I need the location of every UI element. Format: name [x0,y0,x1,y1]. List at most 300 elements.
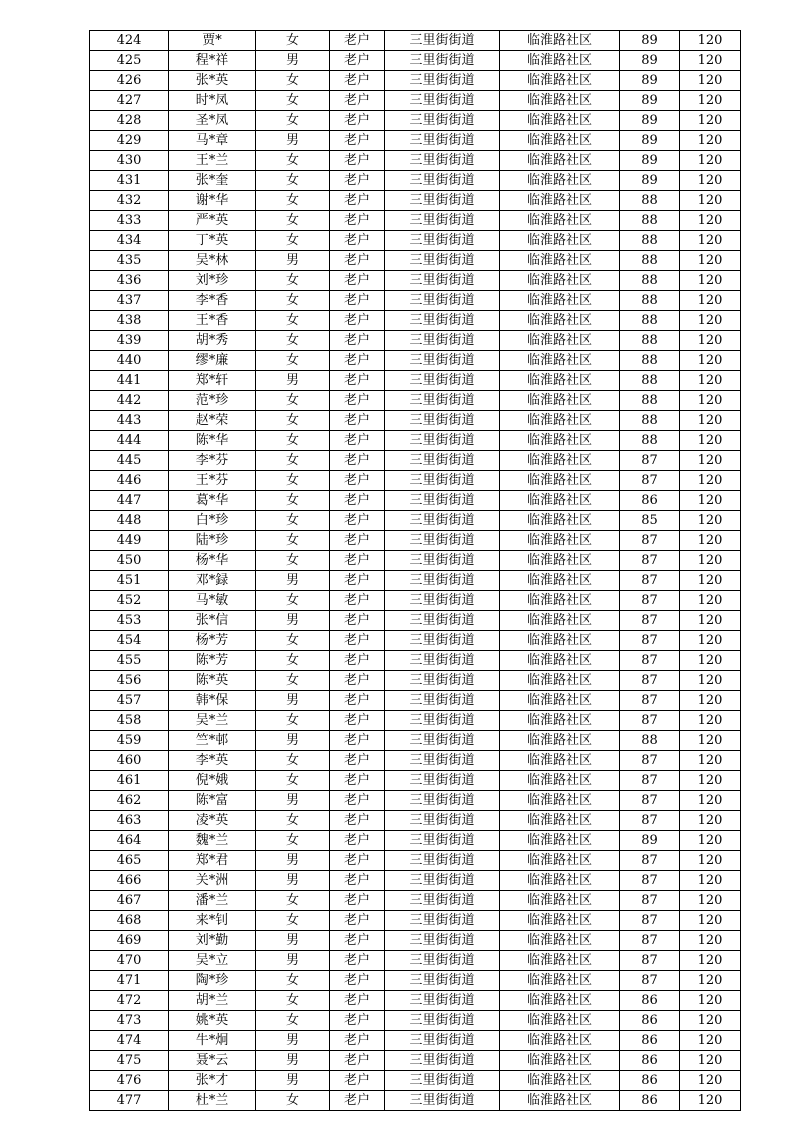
community-cell: 临淮路社区 [500,971,620,991]
household-type-cell: 老户 [330,971,385,991]
gender-cell: 男 [256,1051,330,1071]
community-cell: 临淮路社区 [500,51,620,71]
age-cell: 87 [620,791,680,811]
household-type-cell: 老户 [330,251,385,271]
household-type-cell: 老户 [330,231,385,251]
name-cell: 潘*兰 [169,891,256,911]
community-cell: 临淮路社区 [500,871,620,891]
household-type-cell: 老户 [330,671,385,691]
serial-number-cell: 459 [90,731,169,751]
gender-cell: 男 [256,371,330,391]
age-cell: 88 [620,311,680,331]
serial-number-cell: 466 [90,871,169,891]
household-type-cell: 老户 [330,151,385,171]
name-cell: 胡*秀 [169,331,256,351]
age-cell: 88 [620,411,680,431]
name-cell: 郑*轩 [169,371,256,391]
serial-number-cell: 433 [90,211,169,231]
gender-cell: 男 [256,691,330,711]
amount-cell: 120 [680,771,741,791]
table-row [90,611,741,631]
community-cell: 临淮路社区 [500,731,620,751]
amount-cell: 120 [680,1091,741,1111]
table-row [90,331,741,351]
amount-cell: 120 [680,871,741,891]
serial-number-cell: 428 [90,111,169,131]
gender-cell: 女 [256,171,330,191]
name-cell: 刘*珍 [169,271,256,291]
amount-cell: 120 [680,511,741,531]
table-row [90,471,741,491]
name-cell: 杨*芳 [169,631,256,651]
name-cell: 陈*英 [169,671,256,691]
serial-number-cell: 442 [90,391,169,411]
gender-cell: 男 [256,951,330,971]
gender-cell: 女 [256,751,330,771]
gender-cell: 女 [256,891,330,911]
household-type-cell: 老户 [330,111,385,131]
community-cell: 临淮路社区 [500,791,620,811]
serial-number-cell: 441 [90,371,169,391]
name-cell: 张*才 [169,1071,256,1091]
amount-cell: 120 [680,851,741,871]
community-cell: 临淮路社区 [500,751,620,771]
subdistrict-cell: 三里街街道 [385,371,500,391]
serial-number-cell: 472 [90,991,169,1011]
subdistrict-cell: 三里街街道 [385,131,500,151]
serial-number-cell: 456 [90,671,169,691]
serial-number-cell: 453 [90,611,169,631]
age-cell: 87 [620,751,680,771]
subdistrict-cell: 三里街街道 [385,931,500,951]
table-row [90,151,741,171]
amount-cell: 120 [680,1011,741,1031]
table-row [90,951,741,971]
age-cell: 87 [620,891,680,911]
age-cell: 87 [620,851,680,871]
community-cell: 临淮路社区 [500,951,620,971]
name-cell: 韩*保 [169,691,256,711]
serial-number-cell: 440 [90,351,169,371]
name-cell: 张*信 [169,611,256,631]
name-cell: 缪*廉 [169,351,256,371]
serial-number-cell: 431 [90,171,169,191]
age-cell: 89 [620,91,680,111]
age-cell: 87 [620,771,680,791]
subdistrict-cell: 三里街街道 [385,791,500,811]
table-row [90,1071,741,1091]
gender-cell: 女 [256,971,330,991]
name-cell: 李*英 [169,751,256,771]
gender-cell: 女 [256,651,330,671]
amount-cell: 120 [680,491,741,511]
gender-cell: 女 [256,111,330,131]
community-cell: 临淮路社区 [500,831,620,851]
subdistrict-cell: 三里街街道 [385,191,500,211]
age-cell: 87 [620,931,680,951]
subdistrict-cell: 三里街街道 [385,231,500,251]
subdistrict-cell: 三里街街道 [385,651,500,671]
table-row [90,931,741,951]
household-type-cell: 老户 [330,311,385,331]
name-cell: 王*兰 [169,151,256,171]
table-row [90,291,741,311]
gender-cell: 女 [256,271,330,291]
amount-cell: 120 [680,931,741,951]
name-cell: 姚*英 [169,1011,256,1031]
subdistrict-cell: 三里街街道 [385,691,500,711]
community-cell: 临淮路社区 [500,771,620,791]
household-type-cell: 老户 [330,391,385,411]
subdistrict-cell: 三里街街道 [385,511,500,531]
name-cell: 王*芬 [169,471,256,491]
household-type-cell: 老户 [330,451,385,471]
age-cell: 88 [620,251,680,271]
amount-cell: 120 [680,251,741,271]
subdistrict-cell: 三里街街道 [385,451,500,471]
amount-cell: 120 [680,651,741,671]
community-cell: 临淮路社区 [500,1091,620,1111]
household-type-cell: 老户 [330,1031,385,1051]
table-row [90,711,741,731]
serial-number-cell: 460 [90,751,169,771]
household-type-cell: 老户 [330,811,385,831]
subdistrict-cell: 三里街街道 [385,151,500,171]
household-type-cell: 老户 [330,71,385,91]
amount-cell: 120 [680,51,741,71]
serial-number-cell: 452 [90,591,169,611]
household-type-cell: 老户 [330,51,385,71]
gender-cell: 男 [256,131,330,151]
amount-cell: 120 [680,731,741,751]
name-cell: 陈*芳 [169,651,256,671]
table-row [90,111,741,131]
amount-cell: 120 [680,551,741,571]
community-cell: 临淮路社区 [500,351,620,371]
household-type-cell: 老户 [330,411,385,431]
table-row [90,311,741,331]
subdistrict-cell: 三里街街道 [385,51,500,71]
subdistrict-cell: 三里街街道 [385,611,500,631]
table-row [90,31,741,51]
name-cell: 范*珍 [169,391,256,411]
table-row [90,811,741,831]
subdistrict-cell: 三里街街道 [385,991,500,1011]
name-cell: 贾* [169,31,256,51]
age-cell: 88 [620,371,680,391]
household-type-cell: 老户 [330,691,385,711]
amount-cell: 120 [680,111,741,131]
community-cell: 临淮路社区 [500,411,620,431]
subdistrict-cell: 三里街街道 [385,631,500,651]
household-type-cell: 老户 [330,431,385,451]
subdistrict-cell: 三里街街道 [385,31,500,51]
age-cell: 86 [620,491,680,511]
age-cell: 87 [620,911,680,931]
gender-cell: 男 [256,1031,330,1051]
table-row [90,351,741,371]
age-cell: 86 [620,1071,680,1091]
serial-number-cell: 454 [90,631,169,651]
name-cell: 关*洲 [169,871,256,891]
household-type-cell: 老户 [330,271,385,291]
age-cell: 89 [620,51,680,71]
serial-number-cell: 424 [90,31,169,51]
amount-cell: 120 [680,1071,741,1091]
subdistrict-cell: 三里街街道 [385,1011,500,1031]
community-cell: 临淮路社区 [500,911,620,931]
subdistrict-cell: 三里街街道 [385,111,500,131]
name-cell: 李*香 [169,291,256,311]
amount-cell: 120 [680,711,741,731]
gender-cell: 男 [256,1071,330,1091]
age-cell: 86 [620,1031,680,1051]
amount-cell: 120 [680,71,741,91]
household-type-cell: 老户 [330,291,385,311]
community-cell: 临淮路社区 [500,711,620,731]
age-cell: 86 [620,991,680,1011]
subdistrict-cell: 三里街街道 [385,491,500,511]
amount-cell: 120 [680,751,741,771]
community-cell: 临淮路社区 [500,1071,620,1091]
household-type-cell: 老户 [330,931,385,951]
serial-number-cell: 447 [90,491,169,511]
amount-cell: 120 [680,311,741,331]
household-type-cell: 老户 [330,491,385,511]
table-row [90,771,741,791]
age-cell: 87 [620,971,680,991]
table-row [90,751,741,771]
table-row [90,251,741,271]
name-cell: 李*芬 [169,451,256,471]
amount-cell: 120 [680,891,741,911]
table-row [90,891,741,911]
name-cell: 时*凤 [169,91,256,111]
age-cell: 85 [620,511,680,531]
name-cell: 吴*林 [169,251,256,271]
table-row [90,511,741,531]
community-cell: 临淮路社区 [500,331,620,351]
community-cell: 临淮路社区 [500,1051,620,1071]
serial-number-cell: 457 [90,691,169,711]
data-table [89,30,741,1111]
household-type-cell: 老户 [330,771,385,791]
subdistrict-cell: 三里街街道 [385,971,500,991]
community-cell: 临淮路社区 [500,691,620,711]
community-cell: 临淮路社区 [500,991,620,1011]
serial-number-cell: 439 [90,331,169,351]
name-cell: 葛*华 [169,491,256,511]
name-cell: 马*章 [169,131,256,151]
gender-cell: 女 [256,531,330,551]
subdistrict-cell: 三里街街道 [385,731,500,751]
name-cell: 白*珍 [169,511,256,531]
household-type-cell: 老户 [330,351,385,371]
community-cell: 临淮路社区 [500,291,620,311]
table-row [90,651,741,671]
amount-cell: 120 [680,291,741,311]
amount-cell: 120 [680,431,741,451]
community-cell: 临淮路社区 [500,391,620,411]
gender-cell: 女 [256,631,330,651]
community-cell: 临淮路社区 [500,251,620,271]
serial-number-cell: 462 [90,791,169,811]
amount-cell: 120 [680,1031,741,1051]
household-type-cell: 老户 [330,791,385,811]
age-cell: 89 [620,71,680,91]
name-cell: 邓*録 [169,571,256,591]
age-cell: 87 [620,951,680,971]
household-type-cell: 老户 [330,511,385,531]
name-cell: 严*英 [169,211,256,231]
household-type-cell: 老户 [330,851,385,871]
household-type-cell: 老户 [330,131,385,151]
name-cell: 马*敏 [169,591,256,611]
serial-number-cell: 425 [90,51,169,71]
community-cell: 临淮路社区 [500,591,620,611]
gender-cell: 女 [256,151,330,171]
household-type-cell: 老户 [330,651,385,671]
gender-cell: 女 [256,391,330,411]
amount-cell: 120 [680,831,741,851]
gender-cell: 男 [256,731,330,751]
table-row [90,1091,741,1111]
amount-cell: 120 [680,371,741,391]
community-cell: 临淮路社区 [500,851,620,871]
community-cell: 临淮路社区 [500,491,620,511]
serial-number-cell: 435 [90,251,169,271]
table-row [90,971,741,991]
community-cell: 临淮路社区 [500,531,620,551]
gender-cell: 女 [256,551,330,571]
age-cell: 87 [620,551,680,571]
amount-cell: 120 [680,271,741,291]
amount-cell: 120 [680,351,741,371]
community-cell: 临淮路社区 [500,271,620,291]
name-cell: 聂*云 [169,1051,256,1071]
age-cell: 88 [620,331,680,351]
household-type-cell: 老户 [330,731,385,751]
age-cell: 88 [620,431,680,451]
serial-number-cell: 434 [90,231,169,251]
name-cell: 倪*娥 [169,771,256,791]
age-cell: 89 [620,151,680,171]
name-cell: 谢*华 [169,191,256,211]
subdistrict-cell: 三里街街道 [385,1031,500,1051]
age-cell: 87 [620,611,680,631]
gender-cell: 女 [256,91,330,111]
gender-cell: 男 [256,871,330,891]
subdistrict-cell: 三里街街道 [385,271,500,291]
name-cell: 陶*珍 [169,971,256,991]
serial-number-cell: 458 [90,711,169,731]
serial-number-cell: 448 [90,511,169,531]
table-row [90,1031,741,1051]
subdistrict-cell: 三里街街道 [385,71,500,91]
household-type-cell: 老户 [330,31,385,51]
table-row [90,551,741,571]
amount-cell: 120 [680,631,741,651]
gender-cell: 女 [256,471,330,491]
table-row [90,411,741,431]
age-cell: 88 [620,191,680,211]
subdistrict-cell: 三里街街道 [385,911,500,931]
age-cell: 87 [620,531,680,551]
subdistrict-cell: 三里街街道 [385,331,500,351]
age-cell: 86 [620,1091,680,1111]
household-type-cell: 老户 [330,751,385,771]
community-cell: 临淮路社区 [500,511,620,531]
gender-cell: 女 [256,771,330,791]
amount-cell: 120 [680,331,741,351]
gender-cell: 男 [256,791,330,811]
community-cell: 临淮路社区 [500,891,620,911]
amount-cell: 120 [680,211,741,231]
table-row [90,871,741,891]
household-type-cell: 老户 [330,471,385,491]
serial-number-cell: 469 [90,931,169,951]
table-row [90,271,741,291]
household-type-cell: 老户 [330,91,385,111]
gender-cell: 女 [256,31,330,51]
subdistrict-cell: 三里街街道 [385,831,500,851]
gender-cell: 女 [256,71,330,91]
community-cell: 临淮路社区 [500,91,620,111]
gender-cell: 女 [256,311,330,331]
household-type-cell: 老户 [330,531,385,551]
table-row [90,1011,741,1031]
amount-cell: 120 [680,971,741,991]
name-cell: 程*祥 [169,51,256,71]
table-row [90,671,741,691]
age-cell: 88 [620,231,680,251]
household-type-cell: 老户 [330,831,385,851]
table-row [90,591,741,611]
table-row [90,131,741,151]
gender-cell: 女 [256,451,330,471]
subdistrict-cell: 三里街街道 [385,171,500,191]
table-row [90,51,741,71]
age-cell: 86 [620,1011,680,1031]
serial-number-cell: 473 [90,1011,169,1031]
gender-cell: 女 [256,1091,330,1111]
gender-cell: 男 [256,251,330,271]
serial-number-cell: 467 [90,891,169,911]
table-row [90,71,741,91]
name-cell: 胡*兰 [169,991,256,1011]
serial-number-cell: 475 [90,1051,169,1071]
serial-number-cell: 438 [90,311,169,331]
amount-cell: 120 [680,171,741,191]
community-cell: 临淮路社区 [500,371,620,391]
table-row [90,991,741,1011]
age-cell: 88 [620,731,680,751]
amount-cell: 120 [680,591,741,611]
household-type-cell: 老户 [330,991,385,1011]
community-cell: 临淮路社区 [500,171,620,191]
subdistrict-cell: 三里街街道 [385,1091,500,1111]
age-cell: 87 [620,711,680,731]
name-cell: 杨*华 [169,551,256,571]
community-cell: 临淮路社区 [500,1031,620,1051]
name-cell: 凌*英 [169,811,256,831]
amount-cell: 120 [680,131,741,151]
subdistrict-cell: 三里街街道 [385,871,500,891]
amount-cell: 120 [680,191,741,211]
gender-cell: 女 [256,431,330,451]
age-cell: 89 [620,831,680,851]
gender-cell: 男 [256,851,330,871]
